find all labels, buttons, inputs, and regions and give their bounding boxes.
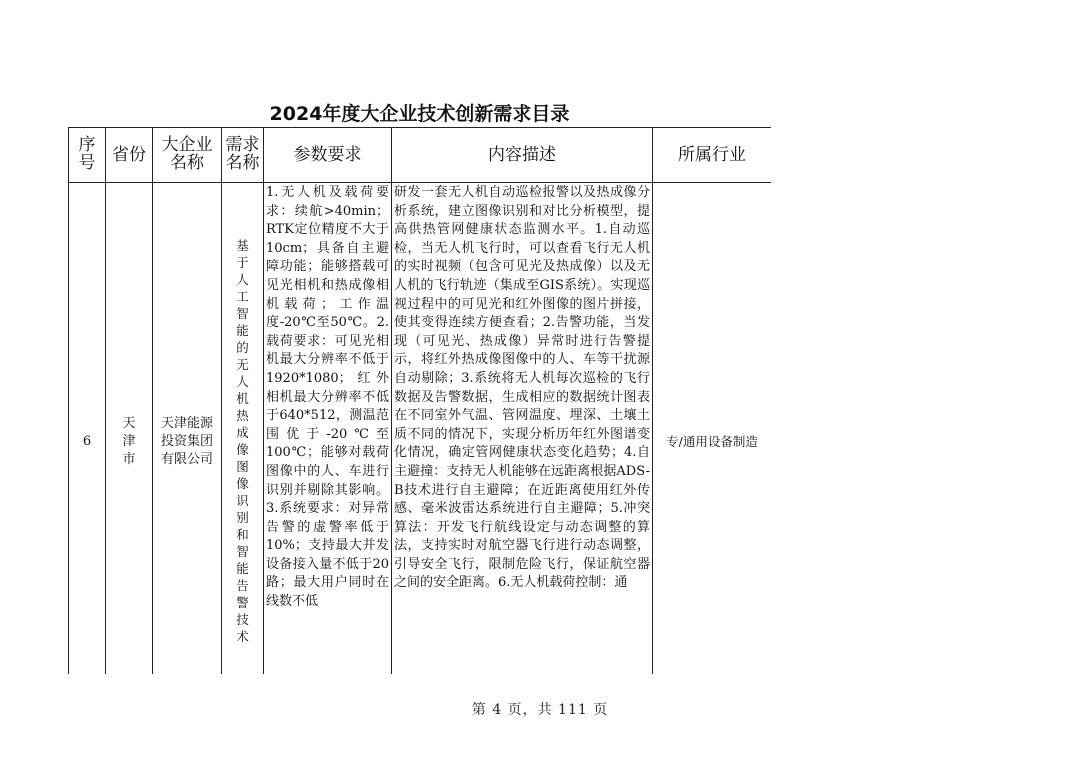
page-footer [0,699,1080,719]
header-desc: 内容描述 [392,128,653,183]
cell-index: 6 [69,183,106,675]
header-need: 需求名称 [222,128,264,183]
table-row [69,183,772,675]
header-province: 省份 [106,128,153,183]
cell-province: 天津市 [106,183,153,675]
page-number-label: 第 4 页，共 111 页 [471,702,609,718]
catalog-table-frame [68,127,771,674]
table-header-row [69,128,772,183]
header-company: 大企业名称 [153,128,222,183]
cell-desc: 研发一套无人机自动巡检报警以及热成像分析系统，建立图像识别和对比分析模型，提高供热管网健康状态监测水平。1.自动巡检，当无人机飞行时，可以查看飞行无人机的实时视频（包含可见光及热成像）以及无人机的飞行轨迹（集成至GIS系统）。实现巡视过程中的可见光和红外图像的图片拼接，使其变得连续方便查看；2.告警功能，当发现（可见光、热成像）异常时进行告警提示，将红外热成像图像中的人、车等干扰源自动剔除；3.系统将无人机每次巡检的飞行数据及告警数据，生成相应的数据统计图表在不同室外气温、管网温度、埋深、土壤土质不同的情况下，实现分析历年红外图谱变化情况，确定管网健康状态变化趋势；4.自主避撞：支持无人机能够在远距离根据ADS-B技术进行自主避障；在近距离使用红外传感、毫米波雷达系统进行自主避障；5.冲突算法：开发飞行航线设定与动态调整的算法，支持实时对航空器飞行进行动态调整，引导安全飞行，限制危险飞行，保证航空器之间的安全距离。6.无人机载荷控制：通 [392,183,653,675]
cell-params: 1.无人机及载荷要求：续航>40min；RTK定位精度不大于10cm；具备自主避障功能；能够搭载可见光相机和热成像相机载荷；工作温度-20℃至50℃。2.载荷要求：可见光相机最大分辨率不低于1920*1080；红外相机最大分辨率不低于640*512，测温范围优于-20℃至100℃；能够对载荷图像中的人、车进行识别并剔除其影响。3.系统要求：对异常告警的虚警率低于10%；支持最大并发设备接入量不低于20路；最大用户同时在线数不低 [264,183,392,675]
cell-need: 基于人工智能的无人机热成像图像识别和智能告警技术 [222,183,264,675]
header-params: 参数要求 [264,128,392,183]
catalog-table [68,127,771,674]
cell-company: 天津能源投资集团有限公司 [153,183,222,675]
cell-industry: 专/通用设备制造 [653,183,772,675]
document-title: 2024年度大企业技术创新需求目录 [269,103,570,125]
header-index: 序号 [69,128,106,183]
header-industry: 所属行业 [653,128,772,183]
